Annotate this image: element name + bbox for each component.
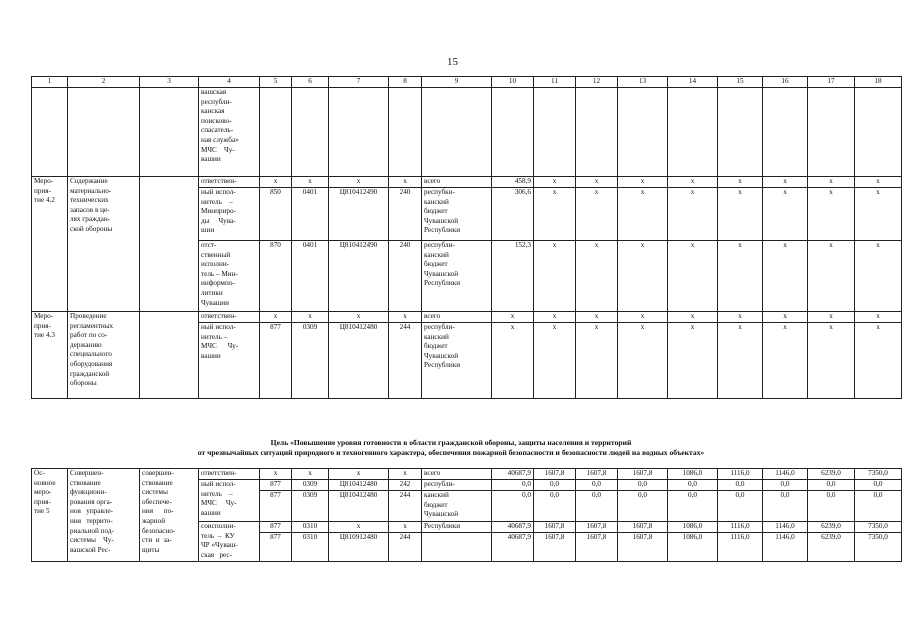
value-cell: x xyxy=(329,177,389,188)
value-cell: 1607,8 xyxy=(534,533,576,562)
value-cell: 1086,0 xyxy=(668,533,718,562)
continuation-row xyxy=(32,88,902,177)
executor-cell: ответствен- xyxy=(199,312,260,323)
value-cell: 244 xyxy=(389,533,422,562)
header-row xyxy=(32,77,902,88)
activity-label: Меро- прия- тие 4.2 xyxy=(32,177,68,312)
table-cell xyxy=(668,88,718,177)
value-cell: x xyxy=(855,323,902,399)
table-cell xyxy=(32,88,68,177)
value-cell: 1146,0 xyxy=(763,522,808,533)
value-cell: 242 xyxy=(389,480,422,491)
value-cell: x xyxy=(260,312,292,323)
header-cell: 5 xyxy=(260,77,292,88)
value-cell: x xyxy=(718,241,763,312)
value-cell: 7350,0 xyxy=(855,522,902,533)
value-cell: 0310 xyxy=(292,522,329,533)
value-cell: 0,0 xyxy=(492,491,534,522)
executor-cell: соисполни- тель – КУ ЧР «Чуваш- ская рес- xyxy=(199,522,260,562)
executor-cell: ный испол- нитель – МЧС Чу- вашии xyxy=(199,480,260,522)
value-cell: x xyxy=(576,323,618,399)
value-cell: x xyxy=(329,469,389,480)
header-cell: 13 xyxy=(618,77,668,88)
value-cell: Ц810412490 xyxy=(329,188,389,241)
value-cell: x xyxy=(763,177,808,188)
table-cell xyxy=(763,88,808,177)
value-cell: x xyxy=(534,177,576,188)
executor-cell: вашская республи- канская поисково- спасатель- ная служба» МЧС Чу- вашии xyxy=(199,88,260,177)
value-cell: x xyxy=(718,323,763,399)
value-cell: 1607,8 xyxy=(576,522,618,533)
value-cell: 0401 xyxy=(292,241,329,312)
activity-name: Содержание материально- технических запасов в це- лях граждан- ской обороны xyxy=(68,177,140,312)
value-cell: x xyxy=(534,323,576,399)
value-cell: x xyxy=(492,312,534,323)
activity-name: Совершен- ствование функциони- рования орга- нов управле- ния террито- риальной под- системы Чу- вашской Рес- xyxy=(68,469,140,562)
executor-cell: ный испол- нитель – Минприро- ды Чува- шии xyxy=(199,188,260,241)
source-cell: респубки- канский бюджет Чувашской Республики xyxy=(422,188,492,241)
value-cell: x xyxy=(534,241,576,312)
value-cell: 0,0 xyxy=(718,480,763,491)
value-cell: 6239,0 xyxy=(808,469,855,480)
header-cell: 17 xyxy=(808,77,855,88)
value-cell: x xyxy=(808,188,855,241)
source-cell: всего xyxy=(422,312,492,323)
header-cell: 7 xyxy=(329,77,389,88)
value-cell: x xyxy=(668,241,718,312)
table-cell xyxy=(292,88,329,177)
table-row xyxy=(32,177,902,188)
header-cell: 11 xyxy=(534,77,576,88)
executor-cell: ответствен- xyxy=(199,469,260,480)
value-cell: x xyxy=(855,241,902,312)
header-cell: 9 xyxy=(422,77,492,88)
value-cell: x xyxy=(855,188,902,241)
value-cell: 0310 xyxy=(292,533,329,562)
value-cell: x xyxy=(808,241,855,312)
value-cell: 1146,0 xyxy=(763,469,808,480)
value-cell: 0,0 xyxy=(855,480,902,491)
value-cell: x xyxy=(292,177,329,188)
value-cell: Ц810412480 xyxy=(329,491,389,522)
budget-table-bottom xyxy=(31,468,902,562)
value-cell: 0,0 xyxy=(808,480,855,491)
value-cell: x xyxy=(492,323,534,399)
value-cell: 0,0 xyxy=(534,491,576,522)
table-cell xyxy=(422,88,492,177)
goal-line-2: от чрезвычайных ситуаций природного и техногенного характера, обеспечения пожарной безопасности и безопасности людей на водных объектах» xyxy=(197,448,705,457)
value-cell: x xyxy=(618,323,668,399)
header-cell: 2 xyxy=(68,77,140,88)
value-cell: x xyxy=(618,188,668,241)
value-cell: 877 xyxy=(260,522,292,533)
value-cell: 0,0 xyxy=(576,480,618,491)
source-cell: республи- xyxy=(422,480,492,491)
value-cell: 1146,0 xyxy=(763,533,808,562)
value-cell: 1116,0 xyxy=(718,533,763,562)
value-cell: 244 xyxy=(389,491,422,522)
value-cell: x xyxy=(763,312,808,323)
value-cell: 1116,0 xyxy=(718,522,763,533)
value-cell: x xyxy=(534,312,576,323)
value-cell: 7350,0 xyxy=(855,469,902,480)
table-cell xyxy=(389,88,422,177)
activity-label: Ос- новное меро- прия- тие 5 xyxy=(32,469,68,562)
activity-label: Меро- прия- тие 4.3 xyxy=(32,312,68,399)
value-cell: x xyxy=(576,188,618,241)
value-cell: x xyxy=(808,323,855,399)
value-cell: x xyxy=(576,177,618,188)
value-cell: x xyxy=(389,177,422,188)
value-cell: x xyxy=(329,312,389,323)
value-cell: 1116,0 xyxy=(718,469,763,480)
value-cell: x xyxy=(292,469,329,480)
value-cell: x xyxy=(808,312,855,323)
source-cell: всего xyxy=(422,469,492,480)
value-cell: 0,0 xyxy=(618,491,668,522)
table-cell xyxy=(808,88,855,177)
value-cell: x xyxy=(576,312,618,323)
header-cell: 8 xyxy=(389,77,422,88)
table-row xyxy=(32,312,902,323)
value-cell: 0,0 xyxy=(492,480,534,491)
value-cell: 240 xyxy=(389,188,422,241)
value-cell: 6239,0 xyxy=(808,533,855,562)
value-cell: x xyxy=(668,323,718,399)
value-cell: x xyxy=(855,312,902,323)
value-cell: x xyxy=(618,241,668,312)
table-cell xyxy=(140,312,199,399)
header-cell: 18 xyxy=(855,77,902,88)
value-cell: 0309 xyxy=(292,491,329,522)
value-cell: x xyxy=(668,177,718,188)
source-cell: республи- канский бюджет Чувашской Республики xyxy=(422,241,492,312)
value-cell: 40687,9 xyxy=(492,522,534,533)
value-cell: 0309 xyxy=(292,480,329,491)
table-cell xyxy=(260,88,292,177)
value-cell: x xyxy=(389,469,422,480)
value-cell: x xyxy=(534,188,576,241)
value-cell: 1607,8 xyxy=(618,522,668,533)
table-cell xyxy=(140,177,199,312)
value-cell: Ц810912480 xyxy=(329,533,389,562)
value-cell: x xyxy=(668,312,718,323)
value-cell: 0,0 xyxy=(668,480,718,491)
value-cell: 1607,8 xyxy=(576,533,618,562)
value-cell: 0,0 xyxy=(618,480,668,491)
value-cell: x xyxy=(389,312,422,323)
table-cell xyxy=(534,88,576,177)
executor-cell: ответствен- xyxy=(199,177,260,188)
table-cell xyxy=(68,88,140,177)
value-cell: 877 xyxy=(260,533,292,562)
value-cell: x xyxy=(260,177,292,188)
value-cell: 877 xyxy=(260,491,292,522)
value-cell: 1607,8 xyxy=(576,469,618,480)
value-cell: 40687,9 xyxy=(492,533,534,562)
value-cell: 1086,0 xyxy=(668,522,718,533)
value-cell: 1607,8 xyxy=(534,522,576,533)
budget-table-top xyxy=(31,76,902,399)
value-cell: x xyxy=(763,188,808,241)
value-cell: x xyxy=(668,188,718,241)
source-cell xyxy=(422,533,492,562)
table-row xyxy=(32,469,902,480)
value-cell: x xyxy=(718,312,763,323)
table-cell xyxy=(618,88,668,177)
value-cell: 240 xyxy=(389,241,422,312)
goal-cell: совершен- ствование системы обеспече- ния по- жарной безопасно- сти и за- щиты xyxy=(140,469,199,562)
value-cell: 244 xyxy=(389,323,422,399)
value-cell: 458,9 xyxy=(492,177,534,188)
value-cell: x xyxy=(389,522,422,533)
value-cell: x xyxy=(618,177,668,188)
value-cell: 306,6 xyxy=(492,188,534,241)
source-cell: канский бюджет Чувашской xyxy=(422,491,492,522)
value-cell: 0,0 xyxy=(808,491,855,522)
page-number: 15 xyxy=(447,56,458,68)
table-cell xyxy=(718,88,763,177)
source-cell: республи- канский бюджет Чувашской Республики xyxy=(422,323,492,399)
value-cell: 152,3 xyxy=(492,241,534,312)
table-cell xyxy=(329,88,389,177)
value-cell: 870 xyxy=(260,241,292,312)
value-cell: x xyxy=(576,241,618,312)
header-cell: 15 xyxy=(718,77,763,88)
table-cell xyxy=(492,88,534,177)
value-cell: Ц810412480 xyxy=(329,323,389,399)
value-cell: 0,0 xyxy=(668,491,718,522)
value-cell: x xyxy=(808,177,855,188)
value-cell: 1086,0 xyxy=(668,469,718,480)
value-cell: 40687,9 xyxy=(492,469,534,480)
value-cell: 0,0 xyxy=(763,480,808,491)
value-cell: 877 xyxy=(260,480,292,491)
value-cell: x xyxy=(292,312,329,323)
value-cell: x xyxy=(763,323,808,399)
value-cell: 0,0 xyxy=(718,491,763,522)
value-cell: x xyxy=(718,177,763,188)
source-cell: Республики xyxy=(422,522,492,533)
value-cell: 0309 xyxy=(292,323,329,399)
header-cell: 16 xyxy=(763,77,808,88)
activity-name: Проведение регламентных работ по со- держанию специального оборудования гражданской обороны xyxy=(68,312,140,399)
value-cell: x xyxy=(718,188,763,241)
value-cell: 1607,8 xyxy=(534,469,576,480)
executor-cell: отст- ственный исполни- тель – Мин- информпо- литики Чувашии xyxy=(199,241,260,312)
value-cell: 0,0 xyxy=(763,491,808,522)
value-cell: Ц810412480 xyxy=(329,480,389,491)
value-cell: 0401 xyxy=(292,188,329,241)
table-cell xyxy=(140,88,199,177)
header-cell: 14 xyxy=(668,77,718,88)
source-cell: всего xyxy=(422,177,492,188)
executor-cell: ный испол- нитель – МЧС Чу- вашии xyxy=(199,323,260,399)
value-cell: 850 xyxy=(260,188,292,241)
header-cell: 6 xyxy=(292,77,329,88)
value-cell: x xyxy=(260,469,292,480)
value-cell: x xyxy=(763,241,808,312)
value-cell: x xyxy=(618,312,668,323)
value-cell: 0,0 xyxy=(534,480,576,491)
header-cell: 12 xyxy=(576,77,618,88)
header-cell: 3 xyxy=(140,77,199,88)
header-cell: 1 xyxy=(32,77,68,88)
value-cell: 1607,8 xyxy=(618,533,668,562)
header-cell: 4 xyxy=(199,77,260,88)
goal-heading xyxy=(31,438,871,458)
value-cell: 1607,8 xyxy=(618,469,668,480)
value-cell: 0,0 xyxy=(576,491,618,522)
value-cell: 6239,0 xyxy=(808,522,855,533)
value-cell: Ц810412490 xyxy=(329,241,389,312)
value-cell: 7350,0 xyxy=(855,533,902,562)
table-cell xyxy=(576,88,618,177)
value-cell: x xyxy=(329,522,389,533)
goal-line-1: Цель «Повышение уровня готовности в области гражданской обороны, защиты населения и территорий xyxy=(270,438,632,447)
header-cell: 10 xyxy=(492,77,534,88)
value-cell: 877 xyxy=(260,323,292,399)
value-cell: 0,0 xyxy=(855,491,902,522)
table-cell xyxy=(855,88,902,177)
value-cell: x xyxy=(855,177,902,188)
